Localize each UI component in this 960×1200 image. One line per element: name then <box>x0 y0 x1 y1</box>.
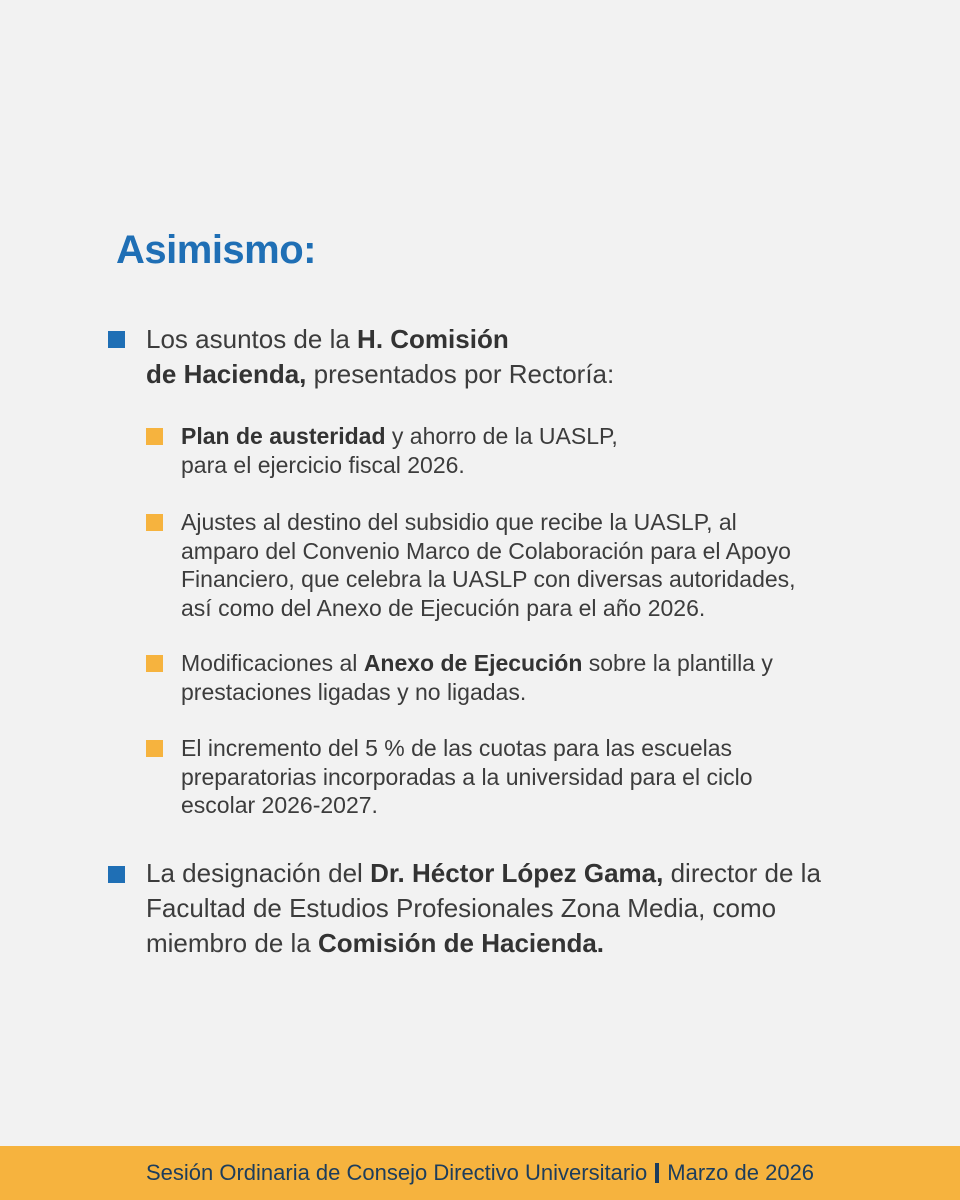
subitem-bold-text: Anexo de Ejecución <box>363 650 583 676</box>
subitem-text: sobre la plantilla y <box>582 650 773 676</box>
subitem-ajustes-subsidio <box>181 508 796 622</box>
footer-date: Marzo de 2026 <box>667 1160 815 1185</box>
orange-bullet-icon <box>146 740 163 757</box>
footer-banner <box>0 1146 960 1200</box>
subitem-line: escolar 2026-2027. <box>181 792 378 818</box>
subitem-text: Modificaciones al <box>181 650 364 676</box>
subitem-text: para el ejercicio fiscal 2026. <box>181 451 465 478</box>
orange-bullet-icon <box>146 655 163 672</box>
page-heading: Asimismo: <box>116 228 316 272</box>
subitem-line: Ajustes al destino del subsidio que recibe la UASLP, al <box>181 509 737 535</box>
item-text: La designación del <box>146 858 371 888</box>
orange-bullet-icon <box>146 514 163 531</box>
subitem-modificaciones-anexo <box>181 649 773 706</box>
item-text: Los asuntos de la <box>146 324 358 354</box>
item-text: Facultad de Estudios Profesionales Zona Media, como <box>146 893 777 923</box>
item-bold-text: de Hacienda, <box>146 359 307 389</box>
subitem-incremento-cuotas <box>181 734 753 820</box>
footer-session-label: Sesión Ordinaria de Consejo Directivo Universitario <box>145 1160 648 1185</box>
blue-bullet-icon <box>108 866 125 883</box>
item-text: director de la <box>663 858 821 888</box>
subitem-line: Financiero, que celebra la UASLP con diversas autoridades, <box>181 566 796 592</box>
item-bold-text: H. Comisión <box>357 324 509 354</box>
item-bold-text: Comisión de Hacienda. <box>317 928 605 958</box>
footer-separator <box>655 1163 659 1183</box>
item-text: presentados por Rectoría: <box>306 359 615 389</box>
item-designacion <box>146 856 821 961</box>
orange-bullet-icon <box>146 428 163 445</box>
subitem-text: y ahorro de la UASLP, <box>385 423 618 449</box>
item-asuntos-comision <box>146 322 614 392</box>
subitem-bold-text: Plan de austeridad <box>181 423 386 449</box>
item-bold-text: Dr. Héctor López Gama, <box>370 858 664 888</box>
subitem-line: así como del Anexo de Ejecución para el año 2026. <box>181 594 706 621</box>
item-text: miembro de la <box>146 928 318 958</box>
subitem-line: El incremento del 5 % de las cuotas para las escuelas <box>181 735 733 761</box>
subitem-text: prestaciones ligadas y no ligadas. <box>181 678 527 705</box>
subitem-line: preparatorias incorporadas a la universidad para el ciclo <box>181 763 753 790</box>
subitem-line: amparo del Convenio Marco de Colaboración para el Apoyo <box>181 537 791 564</box>
subitem-plan-austeridad <box>181 422 618 479</box>
blue-bullet-icon <box>108 331 125 348</box>
